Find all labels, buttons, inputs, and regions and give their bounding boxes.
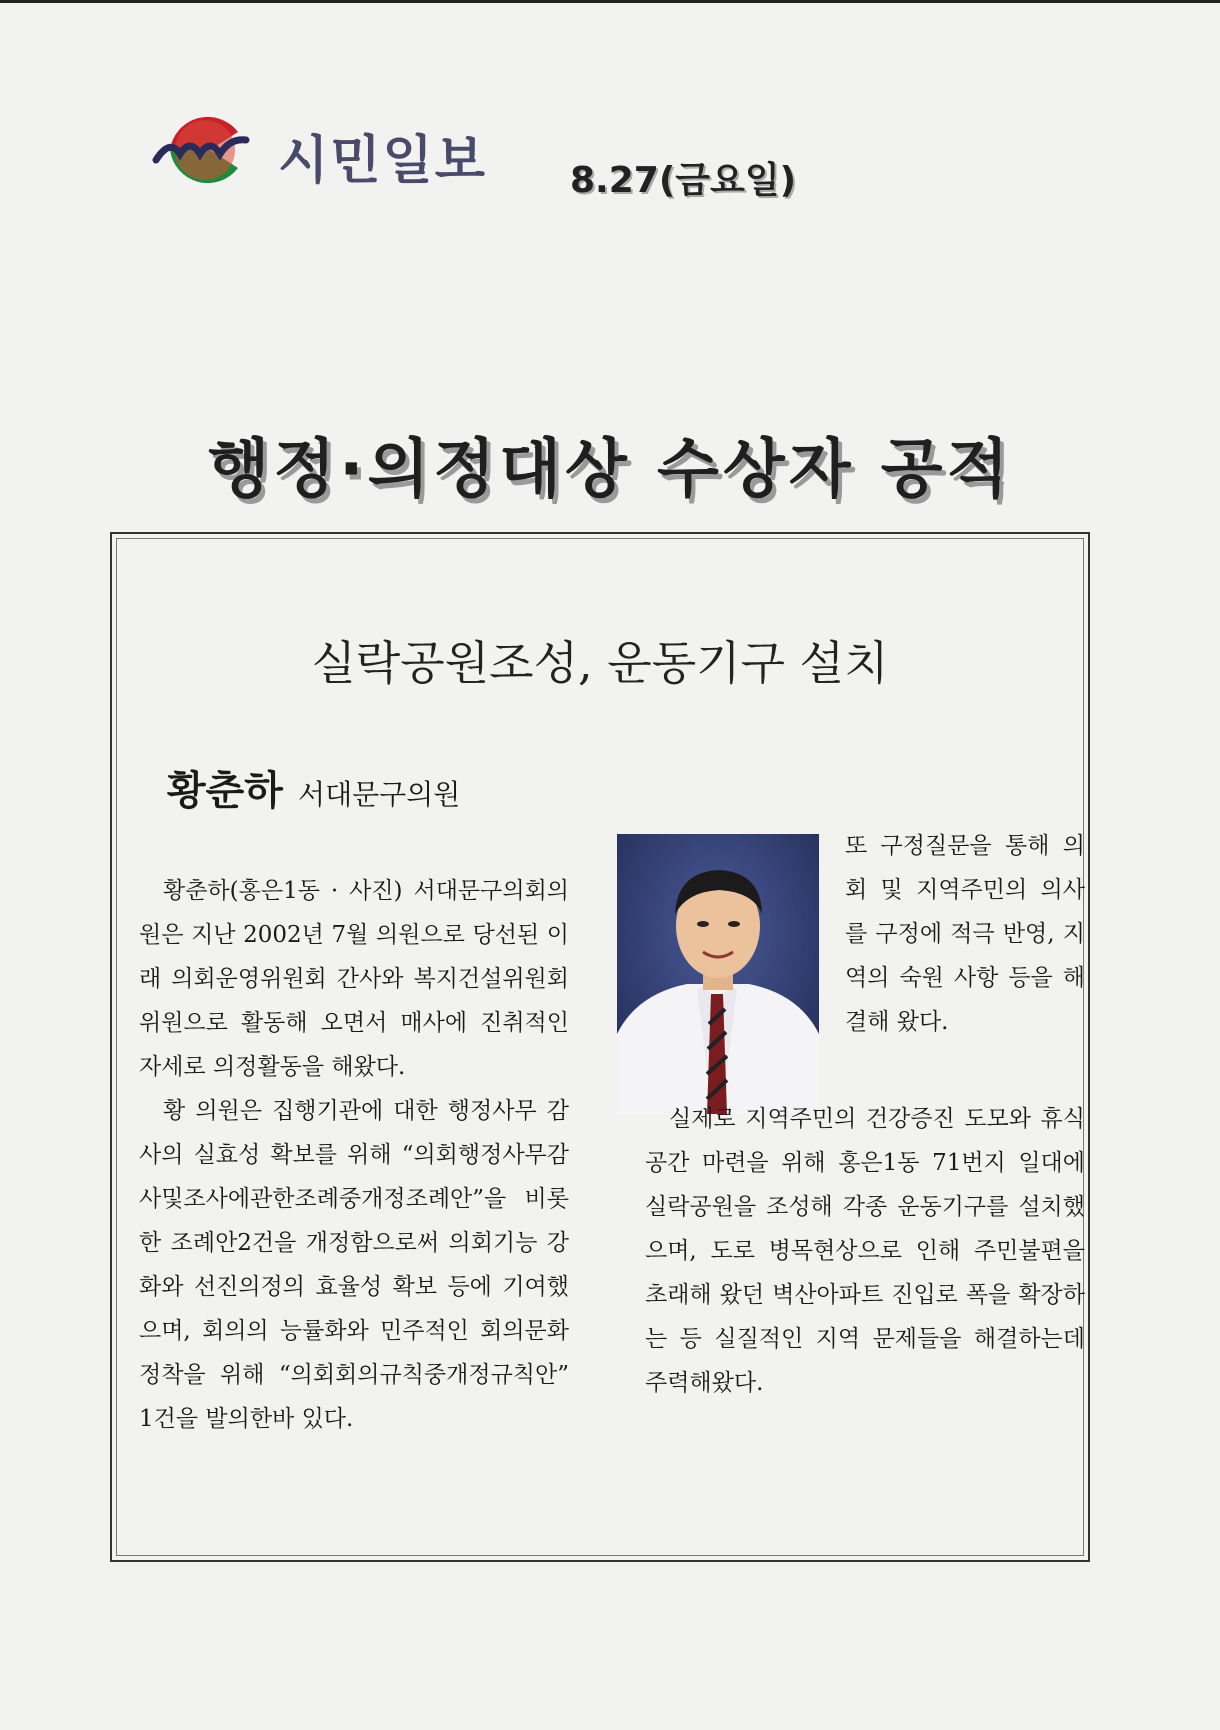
author-line xyxy=(167,759,460,816)
paragraph-left-1: 황춘하(홍은1동 · 사진) 서대문구의회의원은 지난 2002년 7월 의원으로 당선된 이래 의회운영위원회 간사와 복지건설위원회 위원으로 활동해 오면서 매사에 진취적인 자세로 의정활동을 해왔다. xyxy=(139,878,569,1080)
author-photo xyxy=(617,834,819,1114)
paragraph-right-1: 또 구정질문을 통해 의회 및 지역주민의 의사를 구정에 적극 반영, 지역의 숙원 사항 등을 해결해 왔다. xyxy=(845,833,1085,1035)
article-title: 실락공원조성, 운동기구 설치 xyxy=(311,636,889,690)
paragraph-left-2: 황 의원은 집행기관에 대한 행정사무 감사의 실효성 확보를 위해 “의회행정사무감사및조사에관한조례중개정조례안”을 비롯한 조례안2건을 개정함으로써 의회기능 강화와 선진의정의 효율성 확보 등에 기여했으며, 회의의 능률화와 민주적인 회의문화 정착을 위해 “의회회의규칙중개정규칙안” 1건을 발의한바 있다. xyxy=(139,1098,569,1432)
left-column xyxy=(139,869,569,1441)
page-headline: 행정·의정대상 수상자 공적 xyxy=(207,433,1013,507)
article-frame xyxy=(110,532,1090,1562)
author-name: 황춘하 xyxy=(167,768,283,814)
right-column-top xyxy=(845,824,1085,1044)
top-edge-line xyxy=(0,0,1220,3)
portrait-image xyxy=(617,834,819,1114)
masthead-logo xyxy=(150,110,510,190)
newspaper-logo-icon xyxy=(150,110,260,190)
paragraph-right-2: 실제로 지역주민의 건강증진 도모와 휴식공간 마련을 위해 홍은1동 71번지 일대에 실락공원을 조성해 각종 운동기구를 설치했으며, 도로 병목현상으로 인해 주민불편을 초래해 왔던 벽산아파트 진입로 폭을 확장하는 등 실질적인 지역 문제들을 해결하는데 주력해왔다. xyxy=(645,1106,1085,1396)
issue-date: 8.27(금요일) xyxy=(570,160,797,201)
right-column-bottom xyxy=(645,1097,1085,1405)
article-frame-inner xyxy=(116,538,1084,1556)
newspaper-name: 시민일보 xyxy=(278,131,487,191)
author-role: 서대문구의원 xyxy=(298,778,461,811)
